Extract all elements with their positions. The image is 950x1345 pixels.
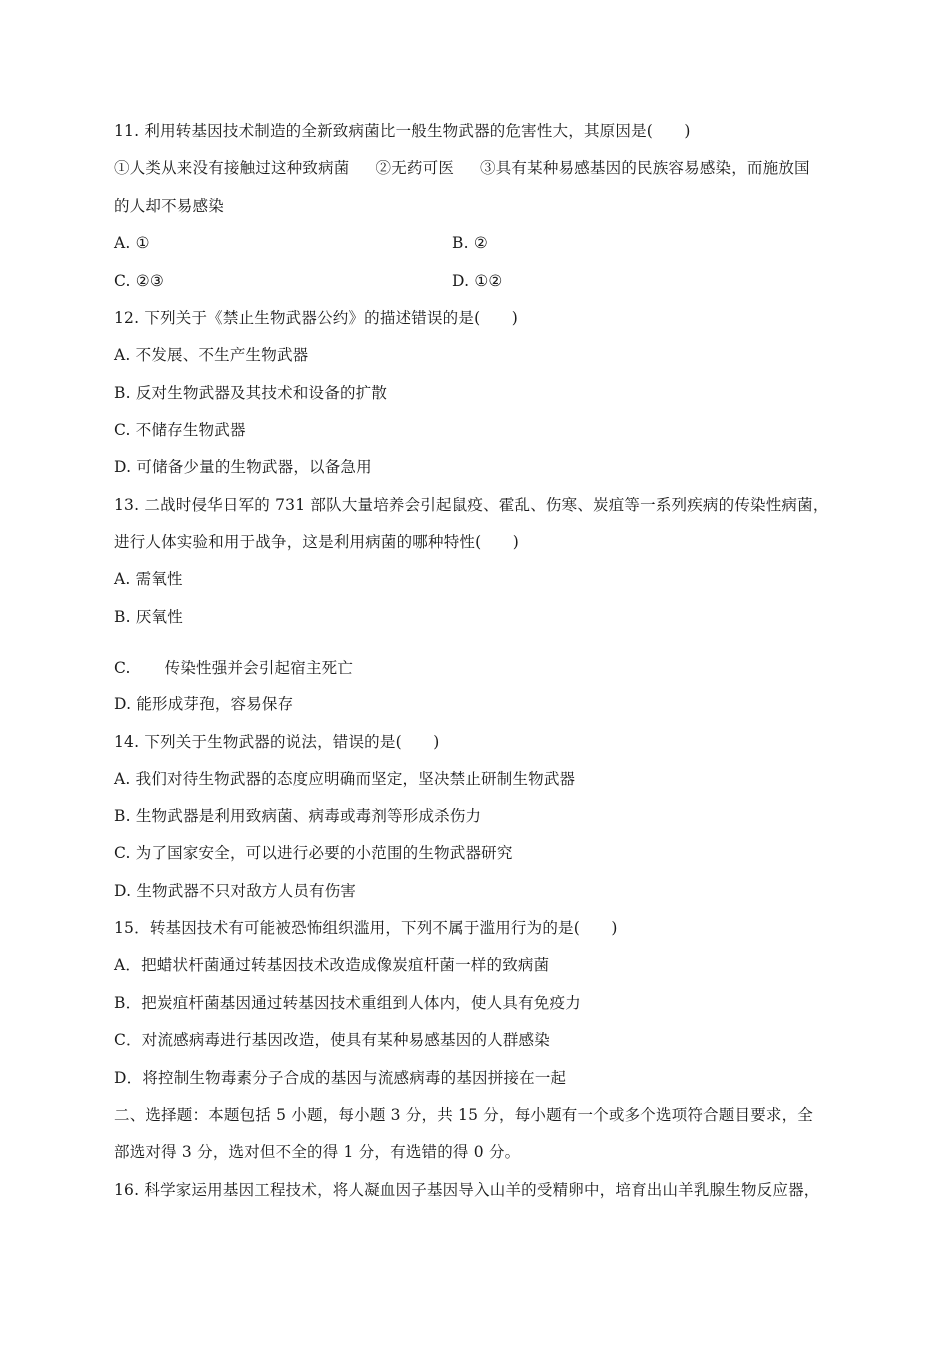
section2-instructions-line1: 二、选择题：本题包括 5 小题，每小题 3 分，共 15 分，每小题有一个或多个选项符合题目要求，全 xyxy=(114,1106,814,1124)
section2-instructions-line2: 部选对得 3 分，选对但不全的得 1 分，有选错的得 0 分。 xyxy=(114,1143,521,1161)
q11-item-3: ③具有某种易感基因的民族容易感染，而施放国 xyxy=(480,159,810,177)
q15-stem: 15．转基因技术有可能被恐怖组织滥用，下列不属于滥用行为的是( ) xyxy=(114,919,618,937)
q13-stem-line2: 进行人体实验和用于战争，这是利用病菌的哪种特性( ) xyxy=(114,533,519,551)
q11-option-b: B. ② xyxy=(452,234,488,252)
q13-stem-line1: 13. 二战时侵华日军的 731 部队大量培养会引起鼠疫、霍乱、伤寒、炭疽等一系列疾病的传染性病菌， xyxy=(114,496,829,514)
q14-option-b: B. 生物武器是利用致病菌、病毒或毒剂等形成杀伤力 xyxy=(114,807,482,825)
q15-option-b: B．把炭疽杆菌基因通过转基因技术重组到人体内，使人具有免疫力 xyxy=(114,994,581,1012)
q12-stem: 12. 下列关于《禁止生物武器公约》的描述错误的是( ) xyxy=(114,309,518,327)
q11-items xyxy=(114,158,810,178)
q13-option-c-text: 传染性强并会引起宿主死亡 xyxy=(164,659,354,677)
q11-option-a: A. ① xyxy=(114,234,150,252)
q15-option-a: A．把蜡状杆菌通过转基因技术改造成像炭疽杆菌一样的致病菌 xyxy=(114,956,550,974)
q14-option-c: C. 为了国家安全，可以进行必要的小范围的生物武器研究 xyxy=(114,844,513,862)
q13-option-c xyxy=(114,658,353,678)
q14-option-d: D. 生物武器不只对敌方人员有伤害 xyxy=(114,882,357,900)
q13-option-b: B. 厌氧性 xyxy=(114,608,183,626)
q13-option-a: A. 需氧性 xyxy=(114,570,183,588)
q11-item-2: ②无药可医 xyxy=(375,159,455,177)
q16-stem-line1: 16. 科学家运用基因工程技术，将人凝血因子基因导入山羊的受精卵中，培育出山羊乳腺生物反应器， xyxy=(114,1181,820,1199)
q15-option-d: D．将控制生物毒素分子合成的基因与流感病毒的基因拼接在一起 xyxy=(114,1069,567,1087)
q12-option-d: D. 可储备少量的生物武器，以备急用 xyxy=(114,458,372,476)
q12-option-a: A. 不发展、不生产生物武器 xyxy=(114,346,309,364)
q13-option-c-letter: C. xyxy=(114,659,131,677)
q12-option-c: C. 不储存生物武器 xyxy=(114,421,246,439)
q14-option-a: A. 我们对待生物武器的态度应明确而坚定，坚决禁止研制生物武器 xyxy=(114,770,576,788)
q11-item-1: ①人类从来没有接触过这种致病菌 xyxy=(114,159,350,177)
q15-option-c: C．对流感病毒进行基因改造，使具有某种易感基因的人群感染 xyxy=(114,1031,550,1049)
q12-option-b: B. 反对生物武器及其技术和设备的扩散 xyxy=(114,384,388,402)
q11-option-d: D. ①② xyxy=(452,272,503,290)
q11-stem: 11. 利用转基因技术制造的全新致病菌比一般生物武器的危害性大，其原因是( ) xyxy=(114,122,691,140)
q14-stem: 14. 下列关于生物武器的说法，错误的是( ) xyxy=(114,733,440,751)
q13-option-d: D. 能形成芽孢，容易保存 xyxy=(114,695,294,713)
q11-option-c: C. ②③ xyxy=(114,272,164,290)
q11-item-3-continued: 的人却不易感染 xyxy=(114,197,224,215)
